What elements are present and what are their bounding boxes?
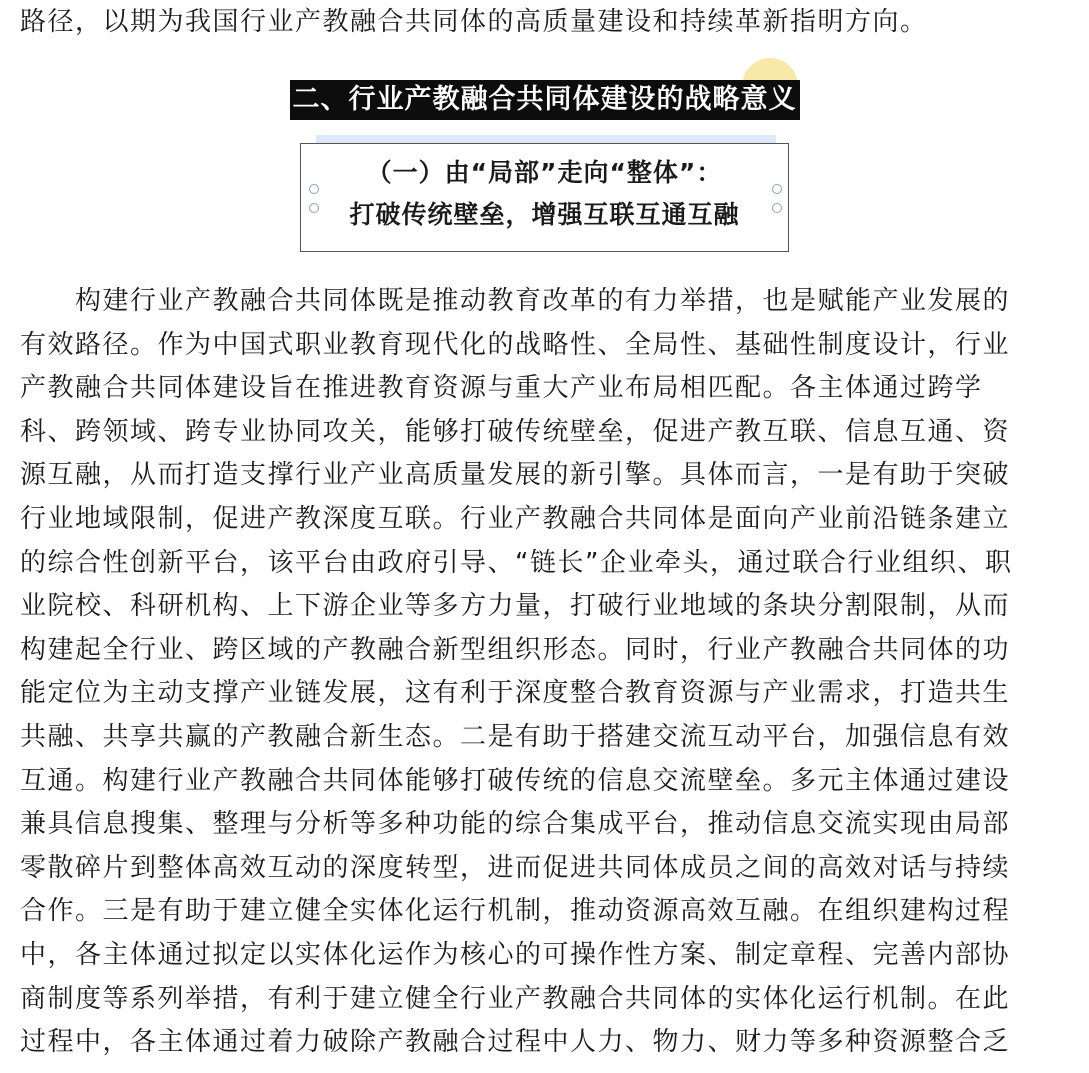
paragraph-line: 商制度等系列举措，有利于建立健全行业产教融合共同体的实体化运行机制。在此 <box>20 983 1011 1014</box>
top-paragraph-line: 路径，以期为我国行业产教融合共同体的高质量建设和持续革新指明方向。 <box>20 7 928 37</box>
paragraph-line: 行业地域限制，促进产教深度互联。行业产教融合共同体是面向产业前沿链条建立 <box>20 503 1011 534</box>
paragraph-line: 零散碎片到整体高效互动的深度转型，进而促进共同体成员之间的高效对话与持续 <box>20 852 1011 883</box>
subheading-box[interactable] <box>300 143 789 252</box>
paragraph-line: 合作。三是有助于建立健全实体化运行机制，推动资源高效互融。在组织建构过程 <box>20 896 1011 927</box>
paragraph-line: 互通。构建行业产教融合共同体能够打破传统的信息交流壁垒。多元主体通过建设 <box>20 765 1011 796</box>
resize-handle-left-top[interactable] <box>309 184 319 194</box>
paragraph-line: 能定位为主动支撑产业链发展，这有利于深度整合教育资源与产业需求，打造共生 <box>20 678 1011 709</box>
paragraph-line: 兼具信息搜集、整理与分析等多种功能的综合集成平台，推动信息交流实现由局部 <box>20 809 1011 840</box>
paragraph-line: 科、跨领域、跨专业协同攻关，能够打破传统壁垒，促进产教互联、信息互通、资 <box>20 416 1011 447</box>
paragraph-line: 产教融合共同体建设旨在推进教育资源与重大产业布局相匹配。各主体通过跨学 <box>20 373 983 404</box>
body-paragraph <box>20 280 1070 1065</box>
paragraph-line: 构建行业产教融合共同体既是推动教育改革的有力举措，也是赋能产业发展的 <box>20 286 1011 316</box>
paragraph-line: 共融、共享共赢的产教融合新生态。二是有助于搭建交流互动平台，加强信息有效 <box>20 721 1011 752</box>
paragraph-line: 源互融，从而打造支撑行业产业高质量发展的新引擎。具体而言，一是有助于突破 <box>20 460 1011 491</box>
paragraph-line: 构建起全行业、跨区域的产教融合新型组织形态。同时，行业产教融合共同体的功 <box>20 634 1011 665</box>
paragraph-line: 业院校、科研机构、上下游企业等多方力量，打破行业地域的条块分割限制，从而 <box>20 591 1011 622</box>
paragraph-line: 的综合性创新平台，该平台由政府引导、“链长”企业牵头，通过联合行业组织、职 <box>20 547 1013 578</box>
resize-handle-right-top[interactable] <box>772 184 782 194</box>
subheading-line-2: 打破传统壁垒，增强互联互通互融 <box>349 200 740 229</box>
paragraph-line: 中，各主体通过拟定以实体化运作为核心的可操作性方案、制定章程、完善内部协 <box>20 939 1011 970</box>
subheading-line-1: （一）由“局部”走向“整体”： <box>366 158 723 187</box>
paragraph-line: 有效路径。作为中国式职业教育现代化的战略性、全局性、基础性制度设计，行业 <box>20 329 1011 360</box>
resize-handle-right-bottom[interactable] <box>772 203 782 213</box>
paragraph-line: 过程中，各主体通过着力破除产教融合过程中人力、物力、财力等多种资源整合乏 <box>20 1027 1011 1058</box>
section-heading-container <box>0 80 1089 120</box>
resize-handle-left-bottom[interactable] <box>309 203 319 213</box>
section-heading: 二、行业产教融合共同体建设的战略意义 <box>290 80 800 120</box>
